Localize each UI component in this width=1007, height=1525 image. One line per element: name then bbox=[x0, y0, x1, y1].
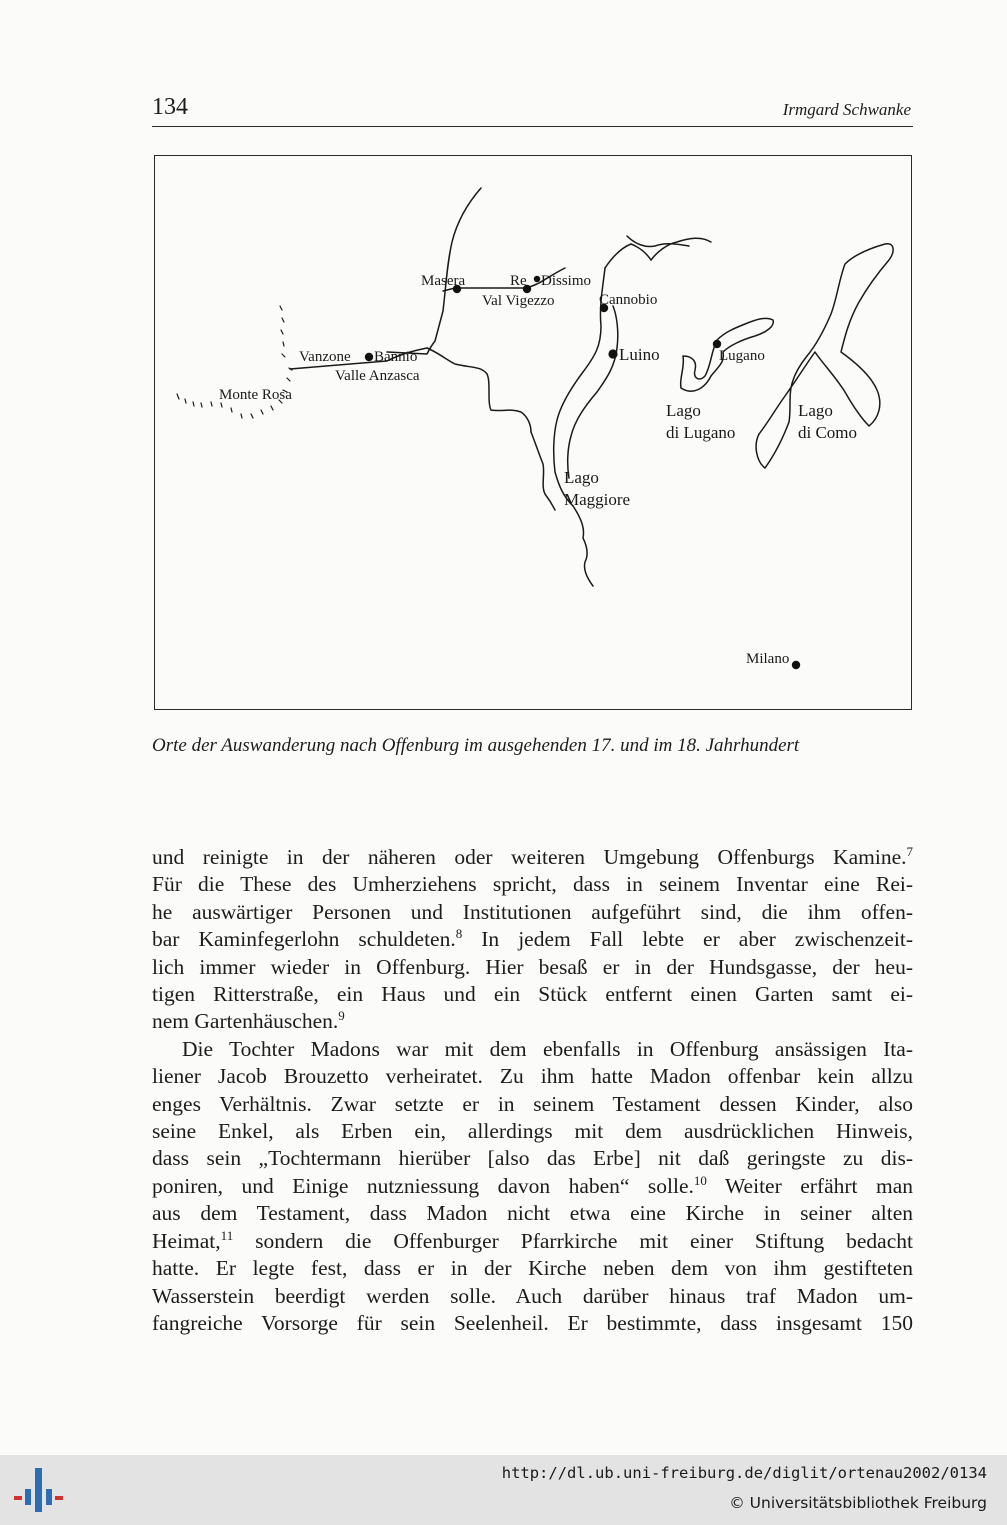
label-re: Re bbox=[510, 273, 527, 289]
text-line: Heimat,$^{11}$ sondern die Offenburger Pfarrkirche mit einer Stiftung bedacht bbox=[152, 1227, 913, 1253]
footnote-ref: 8 bbox=[455, 926, 463, 942]
label-lago-lugano-2: di Lugano bbox=[666, 423, 736, 442]
footnote-ref: 10 bbox=[693, 1172, 707, 1188]
ticino-river bbox=[573, 506, 593, 586]
library-logo-icon bbox=[14, 1465, 64, 1515]
toce-river bbox=[427, 348, 531, 432]
footnote-ref: 11 bbox=[220, 1227, 234, 1243]
luino-dot bbox=[608, 349, 617, 358]
map-drawing bbox=[155, 156, 913, 711]
text-line: poniren, und Einige nutzniessung davon haben“ solle.$^{10}$ Weiter erfährt man bbox=[152, 1172, 913, 1198]
label-milano: Milano bbox=[746, 651, 790, 667]
label-vanzone: Vanzone bbox=[299, 349, 351, 365]
milano-dot bbox=[792, 661, 800, 669]
label-cannobio: Cannobio bbox=[599, 292, 658, 308]
text-line: liener Jacob Brouzetto verheiratet. Zu ihm hatte Madon offenbar kein allzu bbox=[152, 1064, 913, 1089]
text-line: lich immer wieder in Offenburg. Hier besaß er in der Hundsgasse, der heu- bbox=[152, 954, 913, 979]
text-line: Wasserstein beerdigt werden solle. Auch darüber hinaus traf Madon um- bbox=[152, 1283, 913, 1308]
label-lago-lugano-1: Lago bbox=[666, 401, 701, 420]
label-dissimo: Dissimo bbox=[541, 273, 592, 289]
label-lago-maggiore-2: Maggiore bbox=[564, 490, 631, 509]
dissimo-dot bbox=[534, 276, 540, 282]
copyright-notice: © Universitätsbibliothek Freiburg bbox=[729, 1494, 987, 1512]
label-monte-rosa: Monte Rosa bbox=[219, 387, 292, 403]
text-line: tigen Ritterstraße, ein Haus und ein Stück entfernt einen Garten samt ei- bbox=[152, 982, 913, 1007]
label-masera: Masera bbox=[421, 273, 466, 289]
label-lago-como-2: di Como bbox=[798, 423, 858, 442]
paragraph-2 bbox=[152, 1036, 913, 1337]
label-lugano: Lugano bbox=[719, 348, 765, 364]
footnote-ref: 9 bbox=[338, 1008, 345, 1024]
label-valle-anzasca: Valle Anzasca bbox=[335, 368, 420, 384]
label-lago-maggiore-1: Lago bbox=[564, 468, 599, 487]
permalink-url[interactable]: http://dl.ub.uni-freiburg.de/diglit/ortenau2002/0134 bbox=[501, 1464, 987, 1482]
label-val-vigezzo: Val Vigezzo bbox=[482, 293, 555, 309]
maggiore-top bbox=[605, 244, 651, 268]
bannio-dot bbox=[365, 353, 373, 361]
label-bannio: Bannio bbox=[374, 349, 418, 365]
text-line: enges Verhältnis. Zwar setzte er in seinem Testament dessen Kinder, also bbox=[152, 1091, 913, 1116]
ticino-valley bbox=[387, 188, 481, 354]
text-line: fangreiche Vorsorge für sein Seelenheil. Er bestimmte, dass insgesamt 150 bbox=[152, 1310, 913, 1335]
viewer-footer bbox=[0, 1455, 1007, 1525]
text-line: hatte. Er legte fest, dass er in der Kirche neben dem von ihm gestifteten bbox=[152, 1256, 913, 1281]
text-line: bar Kaminfegerlohn schuldeten.$^8$ In jedem Fall lebte er aber zwischenzeit- bbox=[152, 926, 913, 952]
text-line: Für die These des Umherziehens spricht, dass in seinem Inventar eine Rei- bbox=[152, 872, 913, 897]
text-line: nem Gartenhäuschen.$^9$ bbox=[152, 1008, 345, 1034]
text-line: aus dem Testament, dass Madon nicht etwa eine Kirche in seiner alten bbox=[152, 1201, 913, 1226]
label-luino: Luino bbox=[619, 345, 660, 364]
text-line: seine Enkel, als Erben ein, allerdings mit dem ausdrücklichen Hinweis, bbox=[152, 1119, 913, 1144]
text-line: und reinigte in der näheren oder weiteren Umgebung Offenburgs Kamine.$^7$ bbox=[152, 843, 913, 869]
figure-caption: Orte der Auswanderung nach Offenburg im ausgehenden 17. und im 18. Jahrhundert bbox=[152, 735, 800, 756]
maggiore-inner bbox=[568, 306, 618, 478]
map-figure bbox=[154, 155, 912, 710]
maggiore-north bbox=[651, 238, 711, 260]
footnote-ref: 7 bbox=[906, 843, 913, 859]
label-lago-como-1: Lago bbox=[798, 401, 833, 420]
header-rule bbox=[152, 126, 913, 127]
body-text bbox=[152, 844, 913, 1337]
maggiore-west bbox=[531, 432, 555, 510]
paragraph-1 bbox=[152, 844, 913, 1036]
text-line: he auswärtiger Personen und Institutionen aufgeführt sind, die ihm offen- bbox=[152, 899, 913, 924]
text-line: dass sein „Tochtermann hierüber [also das Erbe] nit daß geringste zu dis- bbox=[152, 1146, 913, 1171]
running-head-author: Irmgard Schwanke bbox=[782, 100, 911, 119]
page-number: 134 bbox=[152, 94, 188, 120]
lugano-dot bbox=[713, 340, 721, 348]
text-line: Die Tochter Madons war mit dem ebenfalls in Offenburg ansässigen Ita- bbox=[182, 1036, 913, 1061]
